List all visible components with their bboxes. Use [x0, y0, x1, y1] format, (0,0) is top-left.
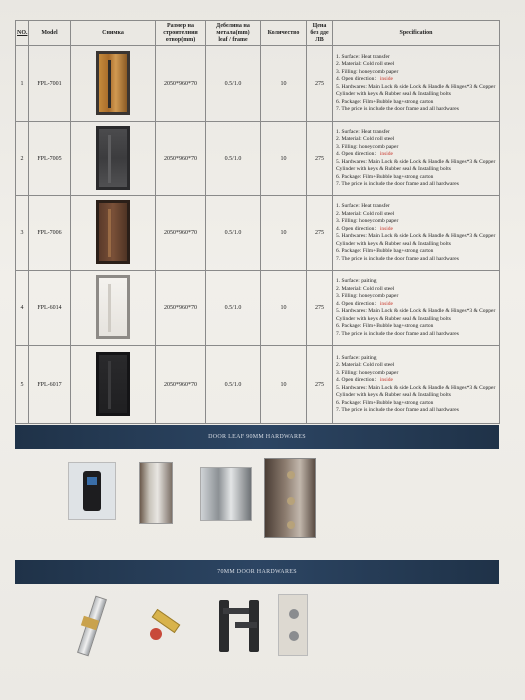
row-model: FPL-7006 — [29, 196, 71, 271]
row-thickness: 0.5/1.0 — [206, 346, 261, 424]
spec-line: 1. Surface: paiting — [336, 354, 377, 361]
door-photo — [96, 275, 130, 339]
row-size: 2050*960*70 — [156, 196, 206, 271]
header-no: NO. — [16, 21, 29, 46]
row-price: 275 — [307, 196, 333, 271]
row-size: 2050*960*70 — [156, 122, 206, 196]
row-photo — [71, 196, 156, 271]
spec-text — [334, 203, 498, 263]
spec-line-open-direction — [336, 226, 498, 234]
open-direction-value: inside — [379, 377, 393, 383]
spec-line: 7. The price is include the door frame and all hardwares — [336, 106, 459, 112]
row-spec — [333, 271, 500, 346]
row-qty: 10 — [261, 46, 307, 122]
spec-line: 1. Surface: Heat transfer — [336, 203, 390, 209]
row-model: FPL-6017 — [29, 346, 71, 424]
row-size: 2050*960*70 — [156, 46, 206, 122]
open-direction-label: 4. Open direction： — [336, 377, 380, 383]
door-handle-strip — [108, 361, 111, 409]
table-row — [16, 271, 500, 346]
spec-line: 3. Filling: honeycomb paper — [336, 143, 399, 150]
spec-line: 2. Material: Cold roll steel — [336, 285, 395, 292]
row-thickness: 0.5/1.0 — [206, 46, 261, 122]
row-spec — [333, 196, 500, 271]
spec-line: 5. Hardwares: Main Lock & side Lock & Handle & Hinges*3 & Copper Cylinder with keys & Rubber seal & Installing bolts — [336, 83, 496, 97]
spec-line: 6. Package: Film+Bubble bag+strong carton — [336, 173, 434, 180]
table-row — [16, 196, 500, 271]
open-direction-value: inside — [379, 76, 393, 82]
row-model: FPL-7001 — [29, 46, 71, 122]
spec-line: 3. Filling: honeycomb paper — [336, 369, 399, 376]
row-size: 2050*960*70 — [156, 346, 206, 424]
open-direction-label: 4. Open direction： — [336, 225, 380, 232]
strike-plate-photo — [278, 594, 308, 656]
door-photo — [96, 51, 130, 115]
header-photo: Снимка — [71, 21, 156, 46]
spec-line: 1. Surface: Heat transfer — [336, 128, 390, 135]
row-qty: 10 — [261, 271, 307, 346]
spec-line: 2. Material: Cold roll steel — [336, 61, 395, 67]
spec-line: 7. The price is include the door frame and all hardwares — [336, 181, 459, 187]
door-leaf-edge-photo — [200, 467, 252, 521]
spec-line-open-direction — [336, 301, 498, 309]
spec-line-open-direction — [336, 377, 498, 385]
spec-line: 6. Package: Film+Bubble bag+strong carton — [336, 399, 434, 406]
table-row — [16, 122, 500, 196]
leaf-hardwares-band: DOOR LEAF 90MM HARDWARES — [15, 425, 499, 449]
header-price: Цена без дде ЛВ — [307, 21, 333, 46]
row-no: 2 — [16, 122, 29, 196]
spec-line-open-direction — [336, 76, 498, 84]
row-spec — [333, 346, 500, 424]
door-spec-table — [15, 20, 500, 424]
spec-line: 2. Material: Cold roll steel — [336, 210, 395, 217]
row-model: FPL-7005 — [29, 122, 71, 196]
row-qty: 10 — [261, 122, 307, 196]
row-photo — [71, 346, 156, 424]
row-spec — [333, 46, 500, 122]
row-thickness: 0.5/1.0 — [206, 196, 261, 271]
row-model: FPL-6014 — [29, 271, 71, 346]
spec-line: 1. Surface: paiting — [336, 278, 377, 284]
open-direction-value: inside — [379, 300, 393, 307]
spec-text — [334, 278, 498, 338]
table-row — [16, 346, 500, 424]
open-direction-label: 4. Open direction： — [336, 300, 380, 307]
row-qty: 10 — [261, 196, 307, 271]
row-no: 4 — [16, 271, 29, 346]
open-direction-value: inside — [379, 225, 393, 232]
header-spec: Specification — [333, 21, 500, 46]
spec-line: 2. Material: Cold roll steel — [336, 136, 395, 142]
spec-line: 1. Surface: Heat transfer — [336, 53, 390, 60]
door-handle-strip — [108, 135, 111, 183]
header-thickness: Дебелина на метала(mm) leaf / frame — [206, 21, 261, 46]
row-photo — [71, 46, 156, 122]
spec-line: 7. The price is include the door frame and all hardwares — [336, 255, 459, 262]
header-size: Размер на строителния отвор(mm) — [156, 21, 206, 46]
header-model: Model — [29, 21, 71, 46]
door-handle-strip — [108, 60, 111, 108]
row-no: 3 — [16, 196, 29, 271]
spec-line: 3. Filling: honeycomb paper — [336, 293, 399, 299]
spec-text — [334, 355, 498, 415]
row-photo — [71, 122, 156, 196]
spec-line: 7. The price is include the door frame and all hardwares — [336, 330, 459, 337]
spec-line: 2. Material: Cold roll steel — [336, 362, 395, 368]
row-price: 275 — [307, 346, 333, 424]
row-price: 275 — [307, 46, 333, 122]
row-price: 275 — [307, 122, 333, 196]
hinge-edge-photo — [264, 458, 316, 538]
spec-line: 3. Filling: honeycomb paper — [336, 218, 399, 224]
spec-text — [334, 54, 498, 114]
door-photo — [96, 126, 130, 190]
row-qty: 10 — [261, 346, 307, 424]
row-price: 275 — [307, 271, 333, 346]
spec-text — [334, 129, 498, 189]
row-no: 5 — [16, 346, 29, 424]
door-handle-strip — [108, 284, 111, 332]
spec-line-open-direction — [336, 151, 498, 159]
spec-line: 6. Package: Film+Bubble bag+strong carton — [336, 98, 434, 105]
spec-line: 7. The price is include the door frame and all hardwares — [336, 407, 459, 413]
spec-line: 3. Filling: honeycomb paper — [336, 68, 399, 75]
door-photo — [96, 200, 130, 264]
door-photo — [96, 352, 130, 416]
table-row — [16, 46, 500, 122]
row-photo — [71, 271, 156, 346]
mortise-lock-photo — [70, 596, 110, 654]
spec-line: 6. Package: Film+Bubble bag+strong carton — [336, 323, 434, 329]
row-spec — [333, 122, 500, 196]
spec-line: 6. Package: Film+Bubble bag+strong carton — [336, 248, 434, 254]
row-thickness: 0.5/1.0 — [206, 271, 261, 346]
spec-line: 5. Hardwares: Main Lock & side Lock & Handle & Hinges*3 & Copper Cylinder with keys & Rubber seal & Installing bolts — [336, 158, 496, 172]
cylinder-keys-photo — [146, 604, 182, 646]
spec-line: 5. Hardwares: Main Lock & side Lock & Handle & Hinges*3 & Copper Cylinder with keys & Rubber seal & Installing bolts — [336, 233, 496, 247]
handle-set-photo — [205, 594, 275, 656]
spec-line: 5. Hardwares: Main Lock & side Lock & Handle & Hinges*3 & Copper Cylinder with keys & Rubber seal & Installing bolts — [336, 308, 496, 322]
row-size: 2050*960*70 — [156, 271, 206, 346]
open-direction-value: inside — [379, 151, 393, 157]
header-qty: Количество — [261, 21, 307, 46]
door-frame-section-photo — [139, 462, 173, 524]
row-thickness: 0.5/1.0 — [206, 122, 261, 196]
door-handle-strip — [108, 209, 111, 257]
smart-lock-photo — [68, 462, 116, 520]
door-hardwares-band: 70MM DOOR HARDWARES — [15, 560, 499, 584]
spec-line: 5. Hardwares: Main Lock & side Lock & Handle & Hinges*3 & Copper Cylinder with keys & Rubber seal & Installing bolts — [336, 384, 496, 398]
open-direction-label: 4. Open direction： — [336, 76, 380, 82]
row-no: 1 — [16, 46, 29, 122]
open-direction-label: 4. Open direction： — [336, 151, 380, 157]
table-header-row — [16, 21, 500, 46]
